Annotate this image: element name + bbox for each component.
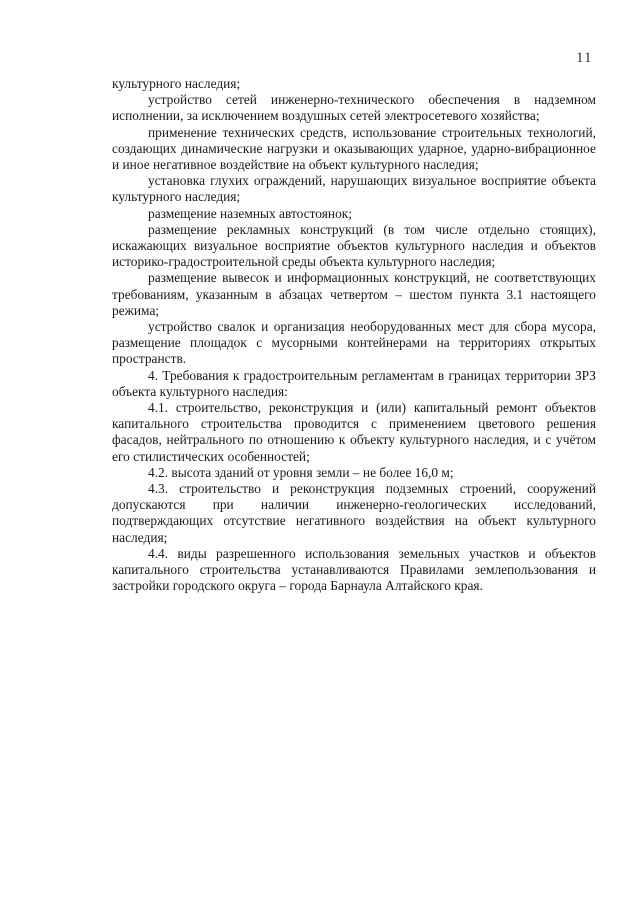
paragraph-parking: размещение наземных автостоянок;	[148, 205, 352, 221]
paragraph-4-2: 4.2. высота зданий от уровня земли – не более 16,0 м;	[148, 464, 454, 480]
page-number: 11	[576, 50, 593, 66]
paragraph-solid-fences: установка глухих ограждений, нарушающих визуальное восприятие объекта культурного наследия;	[112, 173, 596, 205]
paragraph-section-4: 4. Требования к градостроительным регламентам в границах территории ЗРЗ объекта культурного наследия:	[112, 367, 596, 399]
paragraph-technical-means: применение технических средств, использование строительных технологий, создающих динамические нагрузки и оказывающих ударное, ударно-вибрационное и иное негативное воздействие на объект культурного наследия;	[112, 124, 596, 173]
paragraph-signboards: размещение вывесок и информационных конструкций, не соответствующих требованиям, указанным в абзацах четвертом – шестом пункта 3.1 настоящего режима;	[112, 270, 596, 318]
paragraph-continuation: культурного наследия;	[112, 76, 241, 91]
document-body	[112, 76, 596, 595]
paragraph-utility-networks: устройство сетей инженерно-технического обеспечения в надземном исполнении, за исключением воздушных сетей электросетевого хозяйства;	[112, 92, 596, 124]
paragraph-4-4: 4.4. виды разрешенного использования земельных участков и объектов капитального строительства устанавливаются Правилами землепользования и застройки городского округа – города Барнаула Алтайского края.	[112, 545, 596, 594]
paragraph-advertising: размещение рекламных конструкций (в том числе отдельно стоящих), искажающих визуальное восприятие объектов культурного наследия и объектов историко-градостроительной среды объекта культурного наследия;	[112, 221, 596, 270]
paragraph-4-3: 4.3. строительство и реконструкция подземных строений, сооружений допускаются при наличии инженерно-геологических исследований, подтверждающих отсутствие негативного воздействия на объект культурного наследия;	[112, 481, 596, 545]
paragraph-dumps: устройство свалок и организация необорудованных мест для сбора мусора, размещение площадок с мусорными контейнерами на территориях открытых пространств.	[112, 319, 596, 367]
paragraph-4-1: 4.1. строительство, реконструкция и (или) капитальный ремонт объектов капитального строительства проводится с применением цветового решения фасадов, нейтрального по отношению к объекту культурного наследия, и с учётом его стилистических особенностей;	[112, 400, 596, 464]
